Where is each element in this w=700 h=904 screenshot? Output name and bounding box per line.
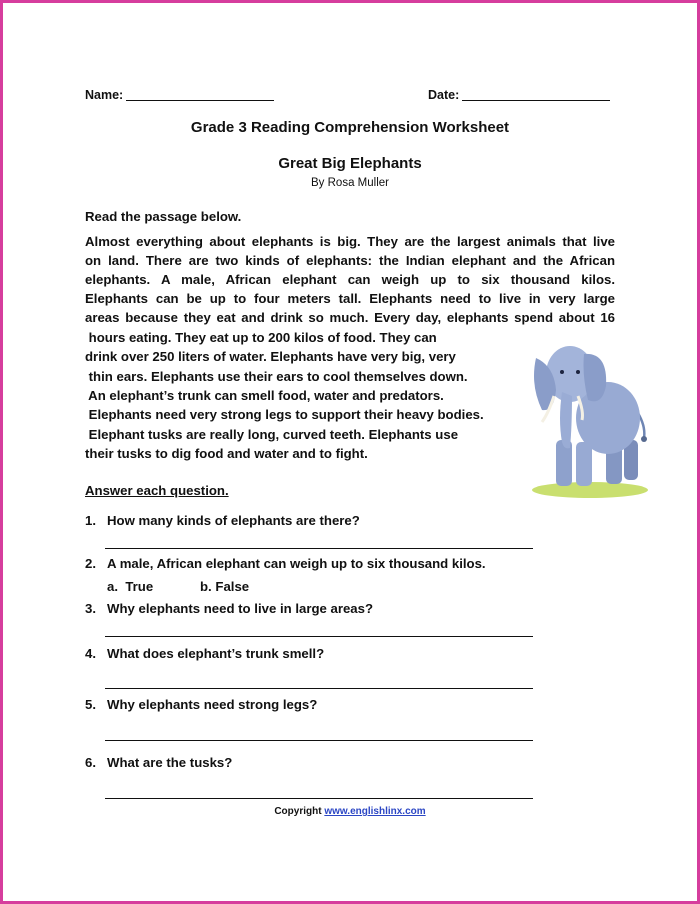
story-author: By Rosa Muller bbox=[311, 177, 389, 189]
answer-line-6[interactable] bbox=[105, 798, 533, 799]
passage-line: Almost everything about elephants is big. They are the largest animals that live bbox=[85, 234, 615, 249]
passage-line: drink over 250 liters of water. Elephants have very big, very bbox=[85, 349, 456, 364]
date-label: Date: bbox=[428, 88, 460, 102]
answer-line-3[interactable] bbox=[105, 636, 533, 637]
passage-line: hours eating. They eat up to 200 kilos of food. They can bbox=[85, 330, 437, 345]
name-field-line[interactable] bbox=[126, 100, 274, 101]
name-label: Name: bbox=[85, 88, 124, 102]
question-number: 4. bbox=[85, 646, 96, 661]
story-title: Great Big Elephants bbox=[278, 155, 422, 172]
question-number: 3. bbox=[85, 601, 96, 616]
question-3 bbox=[85, 601, 373, 616]
question-text: Why elephants need strong legs? bbox=[107, 697, 318, 712]
option-a[interactable] bbox=[107, 579, 153, 594]
question-number: 5. bbox=[85, 697, 96, 712]
passage-line: areas because they eat and drink so much. Every day, elephants spend about 16 bbox=[85, 310, 615, 325]
option-a-label: a. bbox=[107, 579, 118, 594]
question-1 bbox=[85, 513, 360, 528]
answer-line-1[interactable] bbox=[105, 548, 533, 549]
elephant-icon bbox=[528, 330, 658, 500]
question-text: How many kinds of elephants are there? bbox=[107, 513, 360, 528]
question-number: 2. bbox=[85, 556, 96, 571]
question-4 bbox=[85, 646, 324, 661]
question-6 bbox=[85, 755, 232, 770]
option-a-text: True bbox=[125, 579, 154, 594]
instructions: Read the passage below. bbox=[85, 209, 242, 224]
passage-line: Elephants need very strong legs to support their heavy bodies. bbox=[85, 407, 484, 422]
copyright bbox=[0, 806, 700, 817]
questions-heading: Answer each question. bbox=[85, 483, 229, 498]
passage-line: on land. There are two kinds of elephants: the Indian elephant and the African bbox=[85, 253, 615, 268]
question-2 bbox=[85, 556, 486, 571]
question-number: 1. bbox=[85, 513, 96, 528]
option-b-label: b. bbox=[200, 579, 212, 594]
passage-line: Elephants can be up to four meters tall. Elephants need to live in very large bbox=[85, 291, 615, 306]
passage-line: An elephant’s trunk can smell food, water and predators. bbox=[85, 388, 444, 403]
passage-line: Elephant tusks are really long, curved teeth. Elephants use bbox=[85, 427, 459, 442]
worksheet-title: Grade 3 Reading Comprehension Worksheet bbox=[190, 119, 510, 136]
passage-line: elephants. A male, African elephant can weigh up to six thousand kilos. bbox=[85, 272, 615, 287]
passage-line: their tusks to dig food and water and to fight. bbox=[85, 446, 368, 461]
question-5 bbox=[85, 697, 317, 712]
question-number: 6. bbox=[85, 755, 96, 770]
question-text: A male, African elephant can weigh up to six thousand kilos. bbox=[107, 556, 486, 571]
passage-line: thin ears. Elephants use their ears to cool themselves down. bbox=[85, 369, 468, 384]
date-field-line[interactable] bbox=[462, 100, 610, 101]
option-b-text: False bbox=[215, 579, 250, 594]
answer-line-5[interactable] bbox=[105, 740, 533, 741]
copyright-link[interactable]: www.englishlinx.com bbox=[324, 806, 426, 817]
question-text: What are the tusks? bbox=[107, 755, 233, 770]
answer-line-4[interactable] bbox=[105, 688, 533, 689]
question-text: What does elephant’s trunk smell? bbox=[107, 646, 325, 661]
question-text: Why elephants need to live in large areas? bbox=[107, 601, 374, 616]
option-b[interactable] bbox=[200, 579, 249, 594]
copyright-label: Copyright bbox=[274, 806, 322, 817]
